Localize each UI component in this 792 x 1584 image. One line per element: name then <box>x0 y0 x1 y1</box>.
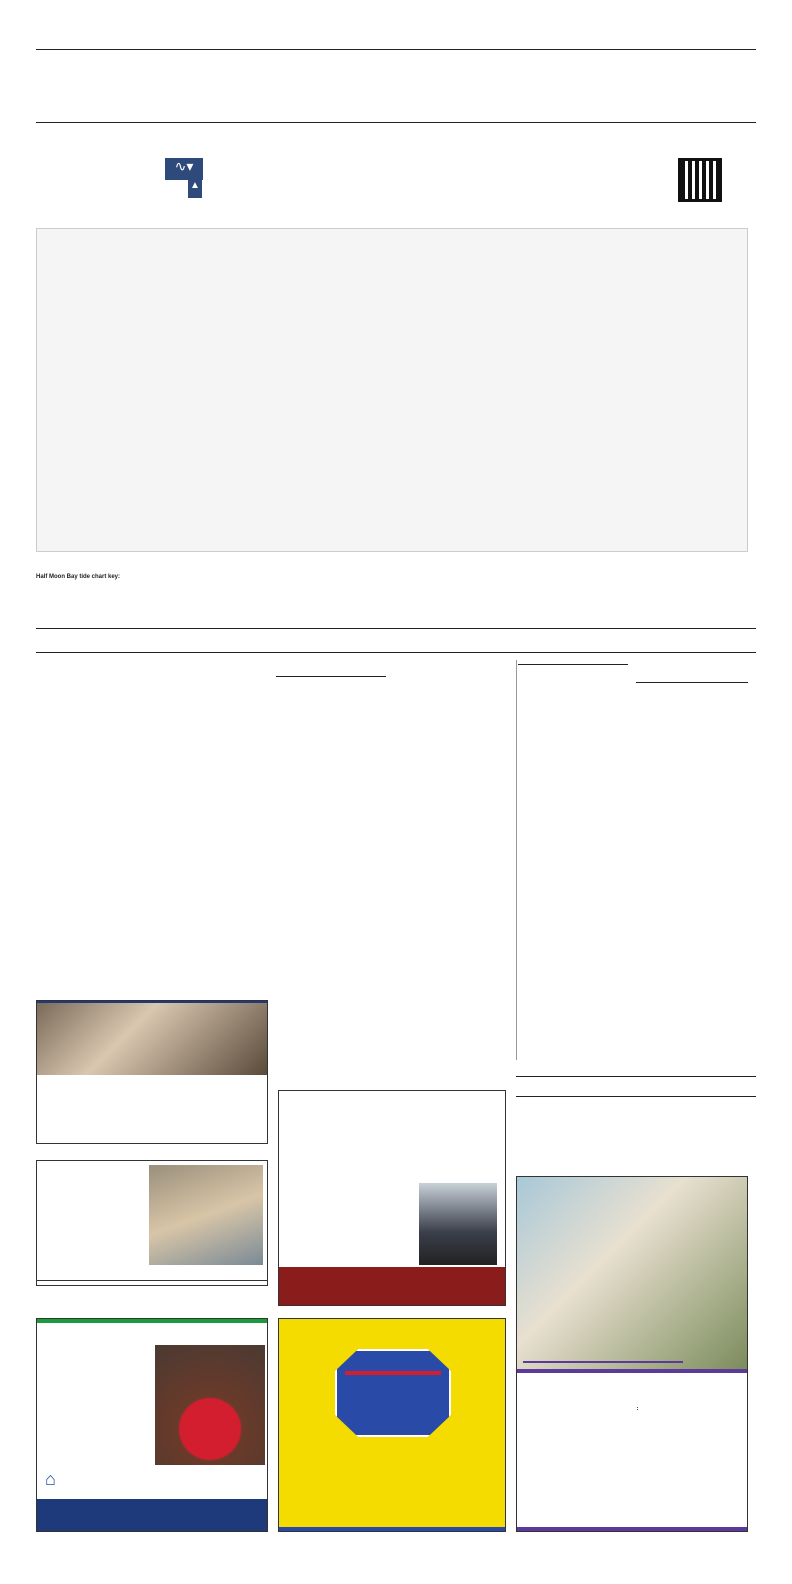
divider <box>516 1096 756 1097</box>
tide-chart <box>36 228 748 552</box>
divider <box>36 122 756 123</box>
divider <box>516 1076 756 1077</box>
real-estate-funding-ad[interactable] <box>36 1318 268 1532</box>
tide-curve <box>37 229 748 552</box>
county-col-1 <box>36 668 146 672</box>
photo <box>37 1003 267 1075</box>
headline <box>276 676 386 683</box>
house-icon: ⌂ <box>45 1469 56 1489</box>
braces-ad[interactable] <box>36 1000 268 1144</box>
police-col-2 <box>636 664 748 683</box>
photo <box>419 1183 497 1265</box>
divider <box>36 628 756 629</box>
county-col-4 <box>396 664 506 670</box>
muscio-security-ad[interactable] <box>278 1318 506 1532</box>
county-col-3 <box>276 664 386 687</box>
page-header <box>36 30 756 50</box>
qr-code-icon[interactable] <box>678 158 722 202</box>
balogh-law-ad[interactable] <box>278 1090 506 1306</box>
region-label <box>636 682 748 683</box>
heath-chiropractic-ad[interactable] <box>36 1160 268 1286</box>
region-label <box>518 664 628 665</box>
photo <box>149 1165 263 1265</box>
photo <box>517 1177 747 1369</box>
police-col-1 <box>518 664 628 665</box>
divider <box>36 652 756 653</box>
shield-icon <box>335 1349 451 1437</box>
eartone-hearing-ad[interactable] <box>516 1176 748 1532</box>
photo <box>155 1345 265 1465</box>
sail-icon: ▲ <box>188 180 202 198</box>
wave-icon: ∿▾ <box>165 158 203 180</box>
chart-key: Half Moon Bay tide chart key: <box>36 574 121 580</box>
divider <box>516 660 517 1060</box>
